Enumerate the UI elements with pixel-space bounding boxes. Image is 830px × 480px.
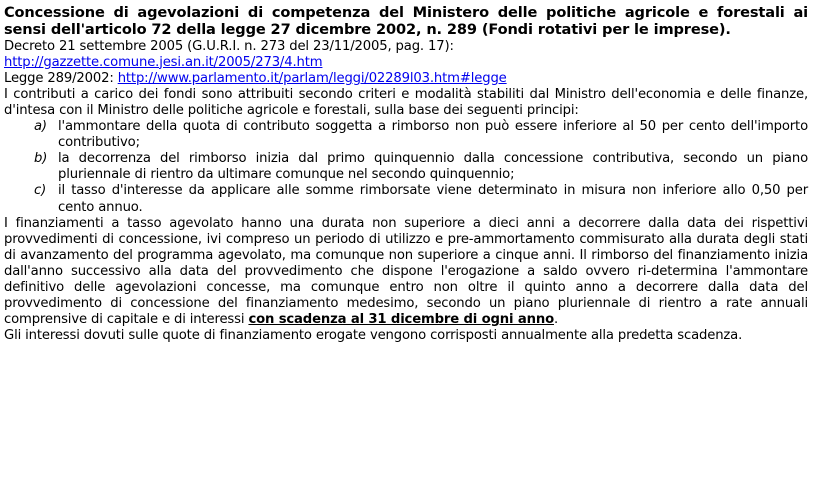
list-item-text: il tasso d'interesse da applicare alle somme rimborsate viene determinato in misura non inferiore allo 0,50 per cento annuo. (58, 183, 808, 215)
decree-reference (4, 39, 808, 55)
list-item-text: la decorrenza del rimborso inizia dal primo quinquennio dalla concessione contributiva, secondo un piano pluriennale di rientro da ultimare comunque nel secondo quinquennio; (58, 151, 808, 183)
law-label: Legge 289/2002: (4, 70, 114, 86)
law-reference (4, 71, 808, 87)
intro-paragraph: I contributi a carico dei fondi sono attribuiti secondo criteri e modalità stabiliti dal Ministro dell'economia e delle finanze, d'intesa con il Ministro delle politiche agricole e forestali, sulla base dei seguenti principi: (4, 86, 808, 118)
list-item (4, 119, 808, 151)
list-item (4, 151, 808, 183)
financing-paragraph (4, 216, 808, 329)
list-item (4, 183, 808, 215)
document-title: Concessione di agevolazioni di competenza del Ministero delle politiche agricole e forestali ai sensi dell'articolo 72 della legge 27 dicembre 2002, n. 289 (Fondi rotativi per le imprese). (4, 4, 808, 38)
interest-paragraph: Gli interessi dovuti sulle quote di finanziamento erogate vengono corrisposti annualmente alla predetta scadenza. (4, 328, 743, 344)
decree-link[interactable]: http://gazzette.comune.jesi.an.it/2005/273/4.htm (4, 54, 323, 70)
decree-text: Decreto 21 settembre 2005 (G.U.R.I. n. 273 del 23/11/2005, pag. 17): (4, 38, 454, 54)
decree-link-row (4, 55, 808, 71)
deadline-emphasis: con scadenza al 31 dicembre di ogni anno (248, 312, 554, 328)
financing-text: I finanziamenti a tasso agevolato hanno una durata non superiore a dieci anni a decorrere dalla data dei rispettivi provvedimenti di concessione, ivi compreso un periodo di utilizzo e pre-ammortamento commisurato alla durata degli stati di avanzamento del programma agevolato, ma comunque non superiore a cinque anni. Il rimborso del finanziamento inizia dall'anno successivo alla data del provvedimento che dispone l'erogazione a saldo ovvero ri-determina l'ammontare definitivo delle agevolazioni concesse, ma comunque entro non oltre il quinto anno a decorrere dalla data del provvedimento di concessione del finanziamento medesimo, secondo un piano pluriennale di rientro a rate annuali comprensive di capitale e di interessi (4, 215, 808, 328)
financing-end: . (553, 312, 559, 328)
principles-list (4, 119, 808, 216)
list-marker: a) (34, 119, 47, 135)
list-item-text: l'ammontare della quota di contributo soggetta a rimborso non può essere inferiore al 50 per cento dell'importo contributivo; (58, 119, 808, 151)
list-marker: c) (34, 183, 47, 199)
list-marker: b) (34, 151, 48, 167)
law-link[interactable]: http://www.parlamento.it/parlam/leggi/02289l03.htm#legge (117, 70, 507, 86)
